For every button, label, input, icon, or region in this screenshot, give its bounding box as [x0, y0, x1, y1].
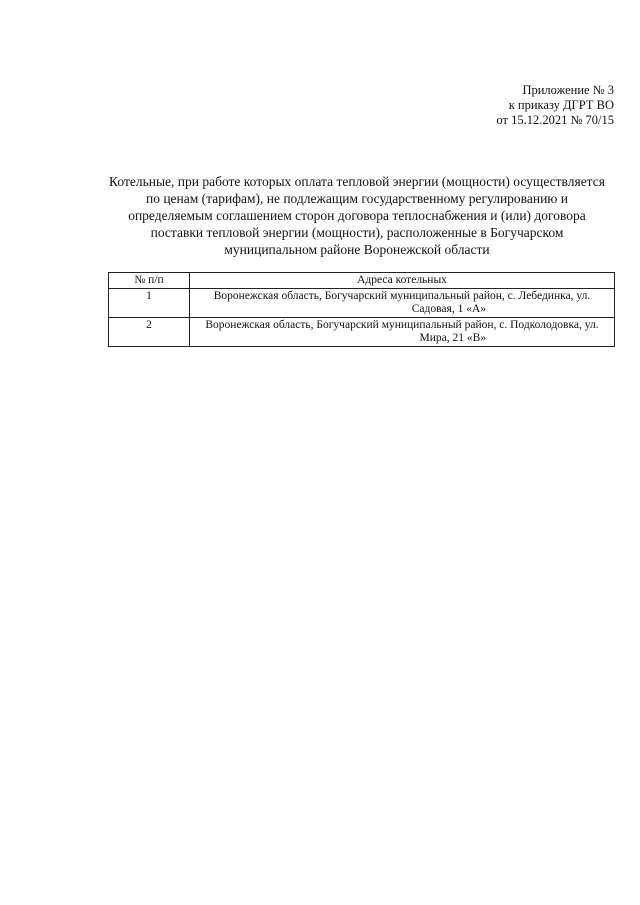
table-row	[109, 318, 615, 347]
address-line-2: Садовая, 1 «А»	[411, 303, 486, 315]
row-num: 2	[109, 318, 190, 347]
boilers-table	[108, 272, 615, 347]
header-address: Адреса котельных	[190, 273, 615, 289]
appendix-order-ref: к приказу ДГРТ ВО	[508, 98, 614, 112]
header-num: № п/п	[109, 273, 190, 289]
title-line-1: Котельные, при работе которых оплата тепловой энергии (мощности) осуществляется	[109, 174, 605, 189]
appendix-header	[496, 83, 614, 128]
address-line-1: Воронежская область, Богучарский муниципальный район, с. Лебединка, ул.	[213, 290, 591, 302]
table-row	[109, 289, 615, 318]
title-line-3: определяемым соглашением сторон договора теплоснабжения и (или) договора	[128, 208, 586, 223]
title-line-4: поставки тепловой энергии (мощности), расположенные в Богучарском	[150, 225, 564, 240]
title-line-5: муниципальном районе Воронежской области	[224, 242, 490, 257]
appendix-number: Приложение № 3	[522, 83, 614, 97]
table-header-row	[109, 273, 615, 289]
appendix-order-date: от 15.12.2021 № 70/15	[496, 113, 614, 127]
row-address	[190, 318, 615, 347]
document-title	[92, 173, 622, 258]
title-line-2: по ценам (тарифам), не подлежащим государственному регулированию и	[145, 191, 568, 206]
row-num: 1	[109, 289, 190, 318]
row-address	[190, 289, 615, 318]
address-line-2: Мира, 21 «В»	[419, 332, 486, 344]
address-line-1: Воронежская область, Богучарский муниципальный район, с. Подколодовка, ул.	[205, 319, 599, 331]
